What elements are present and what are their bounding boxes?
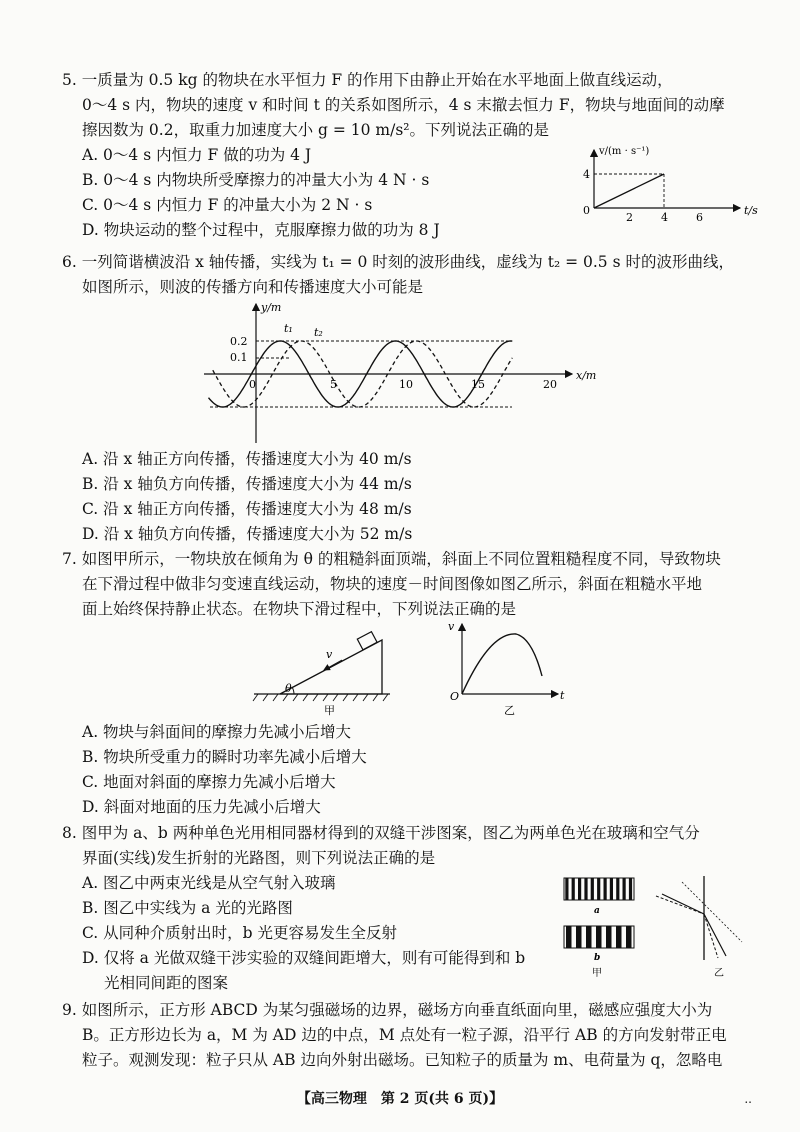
- q5-option-b: B. 0～4 s 内物块所受摩擦力的冲量大小为 4 N · s: [82, 171, 430, 189]
- q7-stem-line-3: 面上始终保持静止状态。在物块下滑过程中，下列说法正确的是: [82, 600, 517, 618]
- fringe-dark-band: [572, 878, 575, 900]
- fringe-dark-band: [591, 878, 594, 900]
- q7-block: [357, 632, 377, 650]
- q8-option-d: D. 仅将 a 光做双缝干涉实验的双缝间距增大，则有可能得到和 b: [82, 949, 526, 967]
- q8-stem-line-1: 8. 图甲为 a、b 两种单色光用相同器材得到的双缝干涉图案，图乙为两单色光在玻璃和空气分: [62, 824, 700, 842]
- fringe-dark-band: [606, 926, 612, 948]
- q6-origin: 0: [249, 378, 256, 391]
- fringe-dark-band: [566, 926, 572, 948]
- q8-label-b: b: [594, 953, 601, 963]
- q5-option-c: C. 0～4 s 内恒力 F 的冲量大小为 2 N · s: [82, 196, 373, 214]
- q8-stem-line-2: 界面(实线)发生折射的光路图，则下列说法正确的是: [82, 849, 436, 867]
- q8-option-b: B. 图乙中实线为 a 光的光路图: [82, 899, 293, 917]
- fringe-dark-band: [616, 878, 619, 900]
- q8-interference-patterns: [560, 872, 640, 982]
- q7-yi-t-label: t: [560, 689, 565, 702]
- q7-jia-v-label: v: [326, 648, 333, 661]
- q6-stem-line-2: 如图所示，则波的传播方向和传播速度大小可能是: [82, 278, 424, 296]
- q6-label-t2: t₂: [314, 326, 323, 339]
- q8-caption-yi: 乙: [714, 968, 724, 979]
- q8-option-c: C. 从同种介质射出时，b 光更容易发生全反射: [82, 924, 398, 942]
- fringe-dark-band: [596, 926, 602, 948]
- q5-stem-line-3: 擦因数为 0.2，取重力加速度大小 g = 10 m/s²。下列说法正确的是: [82, 121, 550, 139]
- fringe-dark-band: [604, 878, 607, 900]
- question-9: [62, 998, 762, 1073]
- fringe-dark-band: [626, 926, 632, 948]
- q8-label-a: a: [594, 906, 600, 916]
- fringe-dark-band: [578, 878, 581, 900]
- q6-option-d: D. 沿 x 轴负方向传播，传播速度大小为 52 m/s: [82, 525, 413, 543]
- q8-fringe-pattern-a: [564, 878, 634, 900]
- q5-option-a: A. 0～4 s 内恒力 F 做的功为 4 J: [82, 146, 312, 164]
- q5-graph-y-tick: 4: [583, 168, 590, 181]
- q6-stem-line-1: 6. 一列简谐横波沿 x 轴传播，实线为 t₁ = 0 时刻的波形曲线，虚线为 t₂ = 0.5 s 时的波形曲线，: [62, 253, 734, 271]
- fringe-dark-band: [616, 926, 622, 948]
- q7-vt-graph: [446, 618, 570, 718]
- q7-theta-label: θ: [285, 682, 292, 695]
- q6-x-tick-15: 15: [471, 378, 485, 391]
- q5-graph-y-label: v/(m · s⁻¹): [599, 146, 650, 157]
- fringe-dark-band: [610, 878, 613, 900]
- q6-option-a: A. 沿 x 轴正方向传播，传播速度大小为 40 m/s: [82, 450, 412, 468]
- question-7: [62, 547, 762, 622]
- q8-option-d-continued: 光相同间距的图案: [104, 974, 229, 992]
- q5-stem-line-2: 0～4 s 内，物块的速度 v 和时间 t 的关系如图所示，4 s 末撤去恒力 F，物块与地面间的动摩: [82, 96, 725, 114]
- q5-graph-x-tick-6: 6: [696, 211, 703, 224]
- q6-graph-y-label: y/m: [261, 301, 282, 314]
- q6-label-t1: t₁: [284, 322, 293, 335]
- question-7-options: [62, 720, 762, 820]
- page-footer: 【高三物理 第 2 页(共 6 页)】: [296, 1091, 504, 1107]
- q7-incline-figure: [250, 622, 400, 718]
- q7-velocity-arrow: [324, 660, 342, 670]
- q9-stem-line-3: 粒子。观测发现：粒子只从 AB 边向外射出磁场。已知粒子的质量为 m、电荷量为 q，忽略电: [82, 1051, 723, 1069]
- question-6: [62, 250, 762, 300]
- q7-stem-line-2: 在下滑过程中做非匀变速直线运动，物块的速度－时间图像如图乙所示，斜面在粗糙水平地: [82, 575, 703, 593]
- q5-graph-x-tick-2: 2: [626, 211, 633, 224]
- fringe-dark-band: [576, 926, 582, 948]
- q6-x-tick-5: 5: [330, 378, 337, 391]
- q8-caption-jia: 甲: [592, 968, 602, 979]
- q7-caption-yi: 乙: [504, 704, 515, 717]
- q6-x-tick-10: 10: [399, 378, 413, 391]
- fringe-dark-band: [565, 878, 568, 900]
- q5-stem-line-1: 5. 一质量为 0.5 kg 的物块在水平恒力 F 的作用下由静止开始在水平地面上做直线运动，: [62, 71, 673, 89]
- q6-wave-graph: [200, 298, 600, 448]
- q5-graph-origin: 0: [583, 204, 590, 217]
- q5-graph-x-label: t/s: [744, 204, 758, 217]
- q7-option-c: C. 地面对斜面的摩擦力先减小后增大: [82, 773, 336, 791]
- fringe-dark-band: [623, 878, 626, 900]
- q5-velocity-line: [594, 174, 664, 208]
- fringe-dark-band: [584, 878, 587, 900]
- q8-refraction-figure: [652, 872, 752, 984]
- q6-option-b: B. 沿 x 轴负方向传播，传播速度大小为 44 m/s: [82, 475, 412, 493]
- q7-yi-v-label: v: [448, 620, 455, 633]
- fringe-dark-band: [597, 878, 600, 900]
- q8-fringe-pattern-b: [564, 926, 634, 948]
- fringe-dark-band: [629, 878, 632, 900]
- q6-y-tick-01: 0.1: [230, 351, 248, 364]
- q5-graph-x-tick-4: 4: [661, 211, 668, 224]
- q7-yi-origin: O: [450, 690, 460, 703]
- question-6-options: [62, 447, 762, 547]
- q7-stem-line-1: 7. 如图甲所示，一物块放在倾角为 θ 的粗糙斜面顶端，斜面上不同位置粗糙程度不同，导致物块: [62, 550, 721, 568]
- q7-caption-jia: 甲: [324, 704, 335, 717]
- q9-stem-line-2: B。正方形边长为 a，M 为 AD 边的中点，M 点处有一粒子源，沿平行 AB 的方向发射带正电: [82, 1026, 727, 1044]
- q9-stem-line-1: 9. 如图所示，正方形 ABCD 为某匀强磁场的边界，磁场方向垂直纸面向里，磁感应强度大小为: [62, 1001, 713, 1019]
- q7-option-b: B. 物块所受重力的瞬时功率先减小后增大: [82, 748, 367, 766]
- q5-option-d: D. 物块运动的整个过程中，克服摩擦力做的功为 8 J: [82, 221, 440, 239]
- q7-option-d: D. 斜面对地面的压力先减小后增大: [82, 798, 321, 816]
- q6-graph-x-label: x/m: [576, 369, 597, 382]
- q5-vt-graph: [568, 142, 758, 224]
- q6-option-c: C. 沿 x 轴正方向传播，传播速度大小为 48 m/s: [82, 500, 412, 518]
- q6-x-tick-20: 20: [543, 378, 557, 391]
- q8-option-a: A. 图乙中两束光线是从空气射入玻璃: [82, 874, 336, 892]
- q7-velocity-curve: [462, 634, 542, 694]
- fringe-dark-band: [586, 926, 592, 948]
- q6-y-tick-02: 0.2: [230, 335, 248, 348]
- q7-option-a: A. 物块与斜面间的摩擦力先减小后增大: [82, 723, 352, 741]
- corner-mark: ..: [744, 1092, 752, 1106]
